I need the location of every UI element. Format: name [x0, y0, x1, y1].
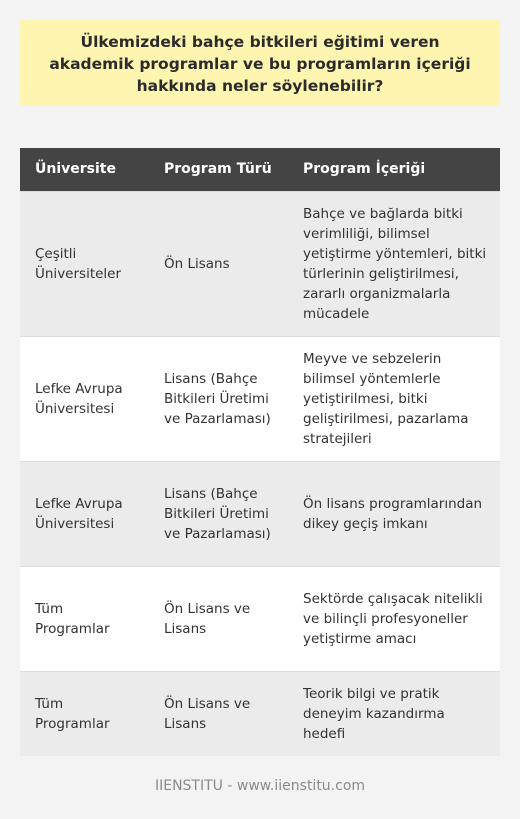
cell-program-type: Ön Lisans [149, 191, 288, 336]
cell-program-content: Sektörde çalışacak nitelikli ve bilinçli profesyoneller yetiştirme amacı [288, 566, 500, 671]
table-row [20, 671, 500, 756]
cell-university: Lefke Avrupa Üniversitesi [20, 461, 149, 566]
table-row [20, 461, 500, 566]
question-text: Ülkemizdeki bahçe bitkileri eğitimi veren akademik programlar ve bu programların içeriği hakkında neler söylenebilir? [49, 33, 471, 95]
table-header-row [20, 148, 500, 191]
question-box [20, 20, 500, 106]
cell-program-content: Teorik bilgi ve pratik deneyim kazandırma hedefi [288, 671, 500, 756]
cell-university: Tüm Programlar [20, 671, 149, 756]
header-program-type: Program Türü [149, 148, 288, 191]
cell-university: Çeşitli Üniversiteler [20, 191, 149, 336]
cell-program-type: Lisans (Bahçe Bitkileri Üretimi ve Pazarlaması) [149, 336, 288, 461]
cell-program-type: Ön Lisans ve Lisans [149, 671, 288, 756]
cell-university: Tüm Programlar [20, 566, 149, 671]
header-program-content: Program İçeriği [288, 148, 500, 191]
cell-program-type: Lisans (Bahçe Bitkileri Üretimi ve Pazarlaması) [149, 461, 288, 566]
cell-program-content: Bahçe ve bağlarda bitki verimliliği, bilimsel yetiştirme yöntemleri, bitki türlerinin geliştirilmesi, zararlı organizmalarla mücadele [288, 191, 500, 336]
footer-watermark: IIENSTITU - www.iienstitu.com [154, 778, 366, 794]
cell-program-content: Ön lisans programlarından dikey geçiş imkanı [288, 461, 500, 566]
table-row [20, 566, 500, 671]
header-university: Üniversite [20, 148, 149, 191]
table-row [20, 191, 500, 336]
cell-university: Lefke Avrupa Üniversitesi [20, 336, 149, 461]
programs-table [20, 148, 500, 756]
cell-program-type: Ön Lisans ve Lisans [149, 566, 288, 671]
table-row [20, 336, 500, 461]
cell-program-content: Meyve ve sebzelerin bilimsel yöntemlerle yetiştirilmesi, bitki geliştirilmesi, pazarlama stratejileri [288, 336, 500, 461]
